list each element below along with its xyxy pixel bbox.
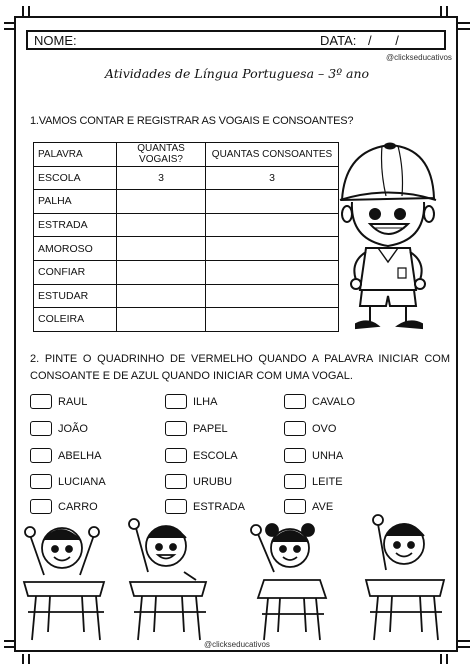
date-slashes: / / — [368, 33, 409, 48]
word-cell: ESCOLA — [34, 166, 117, 190]
word-cell: ESTUDAR — [34, 284, 117, 308]
consonants-cell[interactable]: 3 — [206, 166, 339, 190]
option-label: LUCIANA — [58, 475, 106, 488]
option-label: OVO — [312, 422, 337, 435]
option-label: AVE — [312, 500, 334, 513]
option-label: CARRO — [58, 500, 98, 513]
question-2-prompt: 2. PINTE O QUADRINHO DE VERMELHO QUANDO A PALAVRA INICIAR COM CONSOANTE E DE AZUL QUANDO INICIAR COM UMA VOGAL. — [30, 353, 450, 382]
date-label: DATA: — [320, 33, 357, 48]
option-label: UNHA — [312, 449, 344, 462]
option-label: LEITE — [312, 475, 343, 488]
brand-handle-bottom: @clickseducativos — [204, 640, 270, 649]
option-label: ILHA — [193, 395, 218, 408]
option-label: URUBU — [193, 475, 233, 488]
word-cell: PALHA — [34, 190, 117, 214]
word-cell: ESTRADA — [34, 213, 117, 237]
word-cell: AMOROSO — [34, 237, 117, 261]
option-label: RAUL — [58, 395, 88, 408]
name-label: NOME: — [34, 33, 77, 48]
option-label: JOÃO — [58, 422, 88, 435]
word-cell: COLEIRA — [34, 308, 117, 332]
column-header-vowels: QUANTAS VOGAIS? — [117, 143, 206, 167]
child-at-desk-1 — [24, 527, 104, 640]
brand-handle-top: @clickseducativos — [386, 53, 452, 62]
question-1-prompt: 1.VAMOS CONTAR E REGISTRAR AS VOGAIS E CONSOANTES? — [30, 115, 354, 127]
option-label: ABELHA — [58, 449, 102, 462]
option-label: ESTRADA — [193, 500, 245, 513]
vowels-cell[interactable]: 3 — [117, 166, 206, 190]
girl-at-desk — [251, 524, 326, 640]
option-label: CAVALO — [312, 395, 355, 408]
child-at-desk-2 — [129, 519, 206, 640]
page-title: Atividades de Língua Portuguesa – 3º ano — [104, 66, 370, 81]
column-header-word: PALAVRA — [34, 143, 117, 167]
word-cell: CONFIAR — [34, 260, 117, 284]
column-header-consonants: QUANTAS CONSOANTES — [206, 143, 339, 167]
child-at-desk-3 — [366, 515, 444, 640]
option-label: PAPEL — [193, 422, 228, 435]
option-label: ESCOLA — [193, 449, 238, 462]
